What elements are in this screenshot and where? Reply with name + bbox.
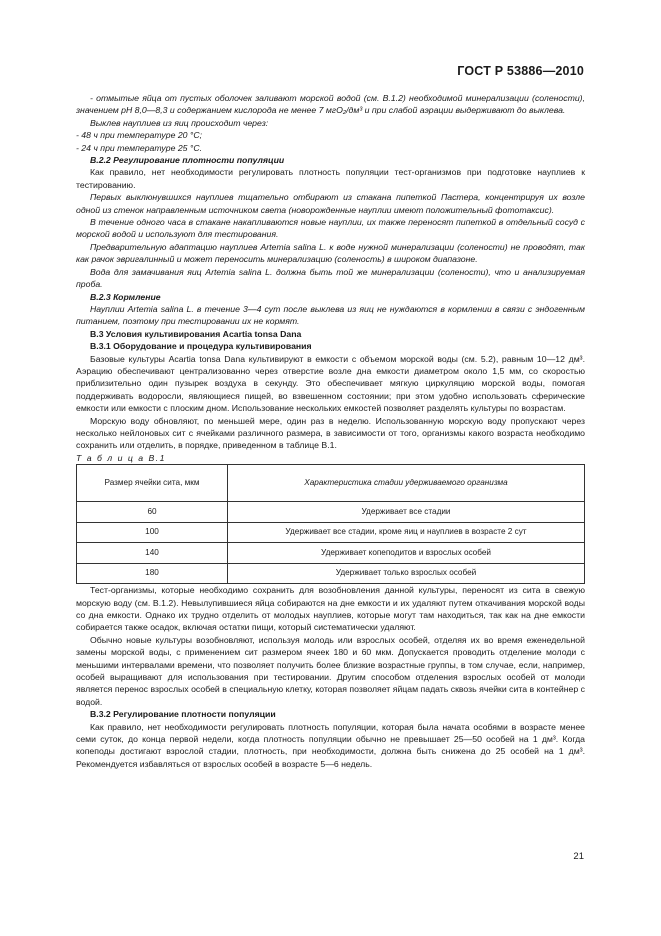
section-heading: В.2.2 Регулирование плотности популяции [90, 155, 285, 166]
table-cell-desc: Удерживает копеподитов и взрослых особей [228, 543, 585, 564]
table-header-stage: Характеристика стадии удерживаемого организма [228, 465, 585, 502]
table-row [77, 563, 585, 584]
list-item: - 24 ч при температуре 25 °С. [76, 142, 203, 153]
section-heading: В.3 Условия культивирования Acartia tonsa Dana [90, 328, 302, 339]
table-cell-size: 60 [77, 502, 228, 523]
paragraph: Тест-организмы, которые необходимо сохранить для возобновления данной культуры, переносят из сита в свежую морскую воду (см. В.1.2). Невылупившиеся яйца собираются на дне емкости и их удаляют путем откачивания морской воды со дна емкости. Однако их трудно отделить от молодых науплиев, которые могут там находиться, так как на дне емкости собирается также осадок, включая остатки пищи, который систематически удаляют. [76, 585, 585, 633]
page-number: 21 [573, 851, 584, 862]
table-header-size: Размер ячейки сита, мкм [77, 465, 228, 502]
paragraph: Науплии Artemia salina L. в течение 3—4 сут после выклева из яиц не нуждаются в кормлении в связи с эндогенным питанием, поэтому при тестировании их не кормят. [76, 303, 585, 327]
sieve-table [76, 464, 585, 584]
list-item: - 48 ч при температуре 20 °С; [76, 130, 203, 141]
paragraph: В течение одного часа в стакане накапливаются новые науплии, их также переносят пипеткой в отдельный сосуд с морской водой и используют для тестирования. [76, 217, 585, 240]
section-heading: В.3.2 Регулирование плотности популяции [90, 709, 276, 720]
paragraph: - отмытые яйца от пустых оболочек заливают морской водой (см. В.1.2) необходимой минерализации (солености), значением pH 8,0—8,3 и содержанием кислорода не менее 7 мгO₂/дм³ и при слабой аэрации выдерживают до выклева. [76, 93, 585, 116]
table-cell-desc: Удерживает все стадии, кроме яиц и науплиев в возрасте 2 сут [228, 522, 585, 543]
paragraph: Предварительную адаптацию науплиев Artemia salina L. к воде нужной минерализации (солености) не проводят, так как рачок эвригалинный и может переносить минерализацию (соленость) в широком диапазоне. [76, 241, 585, 265]
paragraph: Как правило, нет необходимости регулировать плотность популяции тест-организмов при подготовке науплиев к тестированию. [76, 167, 585, 190]
paragraph: Вода для замачивания яиц Artemia salina L. должна быть той же минерализации (солености), что и анализируемая проба. [76, 266, 585, 290]
paragraph: Первых выклюнувшихся науплиев тщательно отбирают из стакана пипеткой Пастера, концентрируя их возле одной из стенок направленным источником света (новорожденные науплии имеют положительный фототаксис). [76, 192, 585, 215]
section-heading: В.3.1 Оборудование и процедура культивирования [90, 341, 312, 352]
paragraph: Морскую воду обновляют, по меньшей мере, один раз в неделю. Использованную морскую воду пропускают через несколько нейлоновых сит с ячейками различного размера, в зависимости от того, организмы какого возраста необходимо сохранить или отделить, в порядке, приведенном в таблице В.1. [76, 415, 585, 451]
table-row [77, 543, 585, 564]
table-row [77, 522, 585, 543]
standard-header: ГОСТ Р 53886—2010 [457, 64, 584, 78]
table-cell-desc: Удерживает только взрослых особей [228, 563, 585, 584]
paragraph: Как правило, нет необходимости регулировать плотность популяции, которая была начата особями в возрасте менее семи суток, до конца первой недели, когда плотность популяции обычно не превышает 25—50 особей на 1 дм³. Когда копеподы достигают взрослой стадии, плотность, при необходимости, должна быть снижена до 25 особей на 1 дм³. Рекомендуется избавляться от взрослых особей в возрасте 5—6 недель. [76, 721, 585, 769]
paragraph: Базовые культуры Acartia tonsa Dana культивируют в емкости с объемом морской воды (см. 5.2), равным 10—12 дм³. Аэрацию обеспечивают централизованно через отверстие возле дна емкости диаметром около 1,5 мм, со скоростью приблизительно один пузырек воздуха в секунду. Это обеспечивает мягкую циркуляцию морской воды, помогая поддерживать водоросли, являющиеся пищей, во взвешенном состоянии; при этом удобно использовать сферические емкости или емкости с плоским дном. Использование нескольких емкостей позволяет разделять культуры по возрастам. [76, 353, 585, 414]
table-cell-desc: Удерживает все стадии [228, 502, 585, 523]
page-content [76, 92, 585, 770]
table-label: Т а б л и ц а В.1 [76, 452, 166, 463]
table-row [77, 502, 585, 523]
table-cell-size: 100 [77, 522, 228, 543]
section-heading: В.2.3 Кормление [90, 291, 161, 302]
paragraph: Выклев науплиев из яиц происходит через: [90, 117, 269, 128]
table-cell-size: 180 [77, 563, 228, 584]
table-cell-size: 140 [77, 543, 228, 564]
paragraph: Обычно новые культуры возобновляют, используя молодь или взрослых особей, отделяя их во время еженедельной замены морской воды, с применением сит размером ячеек 180 и 60 мкм. Допускается проводить отделение молоди с меньшими интервалами времени, что позволяет получить более близкие возрастные группы, в том случае, если, например, особей выращивают для использования при тестировании. Другим способом отделения взрослых особей от молоди является перенос взрослых особей в специальную клетку, которая позволяет яйцам падать сквозь ячейки сита в контейнер с водой. [76, 634, 585, 707]
